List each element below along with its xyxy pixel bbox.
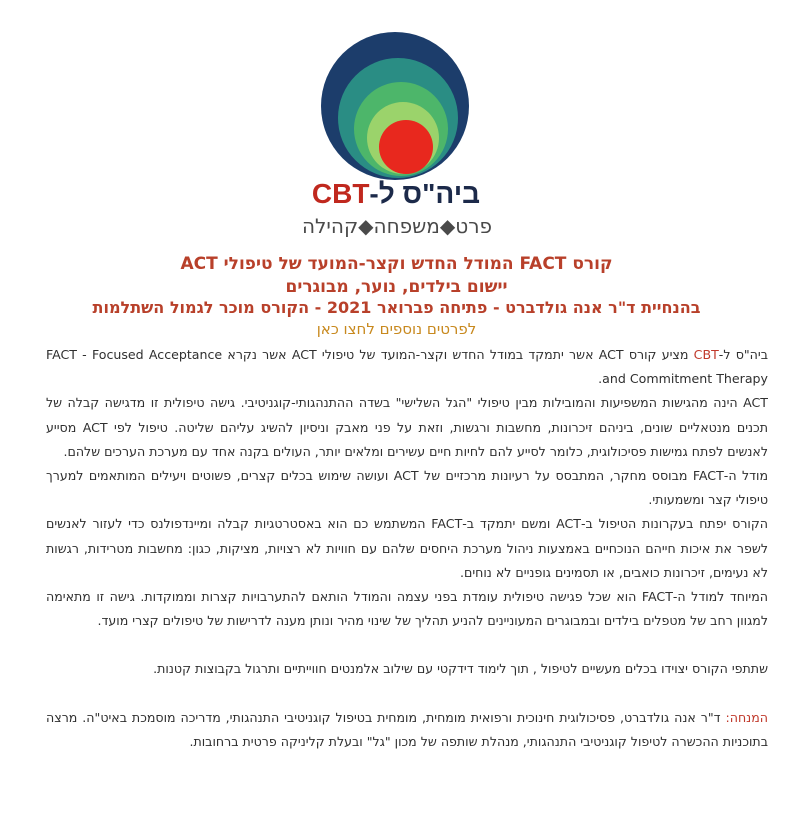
logo-circle-red [379, 120, 433, 174]
logo-tagline: פרט◆משפחה◆קהילה [301, 214, 493, 238]
logo-name-prefix: ביה"ס ל- [369, 178, 481, 209]
logo-name-cbt: CBT [311, 178, 370, 209]
spacer [46, 633, 768, 657]
logo-circles [321, 32, 469, 180]
more-info-link[interactable]: לפרטים נוספים לחצו כאן [316, 320, 477, 338]
course-details: בהנחיית ד"ר אנה גולדברט - פתיחה פברואר 2021 - הקורס מוכר לגמול השתלמות [92, 298, 701, 317]
instructor-text: ד"ר אנה גולדברט, פסיכולוגית חינוכית ורפואית מומחית, מומחית בטיפול קוגניטיבי התנהגותי, מדריכה מוסמכת באיט"ה. מרצה בתוכניות ההכשרה לטיפול קוגניטיבי התנהגותי, מנהלת שותפה של מכון "גל" ובעלת קליניקה פרטית ברחובות. [46, 709, 768, 749]
course-description [46, 343, 768, 754]
course-subtitle: יישום בילדים, נוער, מבוגרים [285, 277, 508, 297]
paragraph-act: ACT הינה מהגישות המשפיעות והמובילות מבין טיפולי "הגל השלישי" בשדה ההתנהגותי-קוגניטיבי. גישה טיפולית זו מדגישה קבלה של תכנים מנטאליים שונים, ביניהם זיכרונות, מחשבות ורגשות, וזאת על פני מאבק וניסיון להשיג עליהם שליטה. טיפול לפי ACT מסייע לאנשים לפתח גמישות פסיכולוגית, כלומר לסייע להם לחיות חיים עשירים ומלאים יותר, העולים בקנה אחד עם מערכת הערכים שלהם. [46, 395, 768, 459]
intro-cbt: CBT [693, 347, 719, 362]
paragraph-intro [46, 343, 768, 391]
spacer [46, 682, 768, 706]
course-title: קורס FACT המודל החדש וקצר-המועד של טיפולי ACT [180, 254, 613, 274]
school-logo [0, 0, 793, 250]
intro-rest: מציע קורס ACT אשר יתמקד במודל החדש וקצר-המועד של טיפולי ACT אשר נקרא FACT - Focused Acceptance and Commitment Therapy. [46, 347, 768, 387]
paragraph-fact-unique: המיוחד למודל ה-FACT הוא שכל פגישה טיפולית עומדת בפני עצמה והמודל הותאם להתערבויות קצרות וממוקדות. גישה זו מתאימה למגוון רחב של מטפלים בילדים ובמבוגרים המעוניינים להניע תהליך של שינוי מהיר ונותן מענה לדרישות של טיפולים קצרי מועד. [46, 589, 768, 629]
paragraph-instructor [46, 706, 768, 754]
instructor-label: המנחה: [725, 709, 768, 725]
intro-lead: ביה"ס ל- [718, 347, 769, 362]
paragraph-course-content: הקורס יפתח בעקרונות הטיפול ב-ACT ומשם יתמקד ב-FACT המשתמש כם הוא באסטרטגיות קבלה ומיינדפולנס כדי לעזור לאנשים לשפר את איכות חייהם הנוכחיים באמצעות ניהול מערכת היחסים שלהם עם חוויות לא רצויות, מציקות, כגון: מחשבות מטרידות, רגשות לא נעימים, זיכרונות כואבים, או תסמינים גופניים לא נוחים. [46, 516, 769, 580]
paragraph-participants: שתתפי הקורס יצוידו בכלים מעשיים לטיפול , תוך לימוד דידקטי עם שילוב אלמנטים חווייתיים ותרגול בקבוצות קטנות. [153, 661, 768, 677]
logo-name [312, 178, 480, 209]
paragraph-fact-model: מודל ה-FACT מבוסס מחקר, המתבסס על רעיונות מרכזיים של ACT ועושה שימוש בכלים קצרים, פשוטים ויעילים המותאמים למערך טיפולי קצר ומשמעותי. [46, 468, 768, 508]
